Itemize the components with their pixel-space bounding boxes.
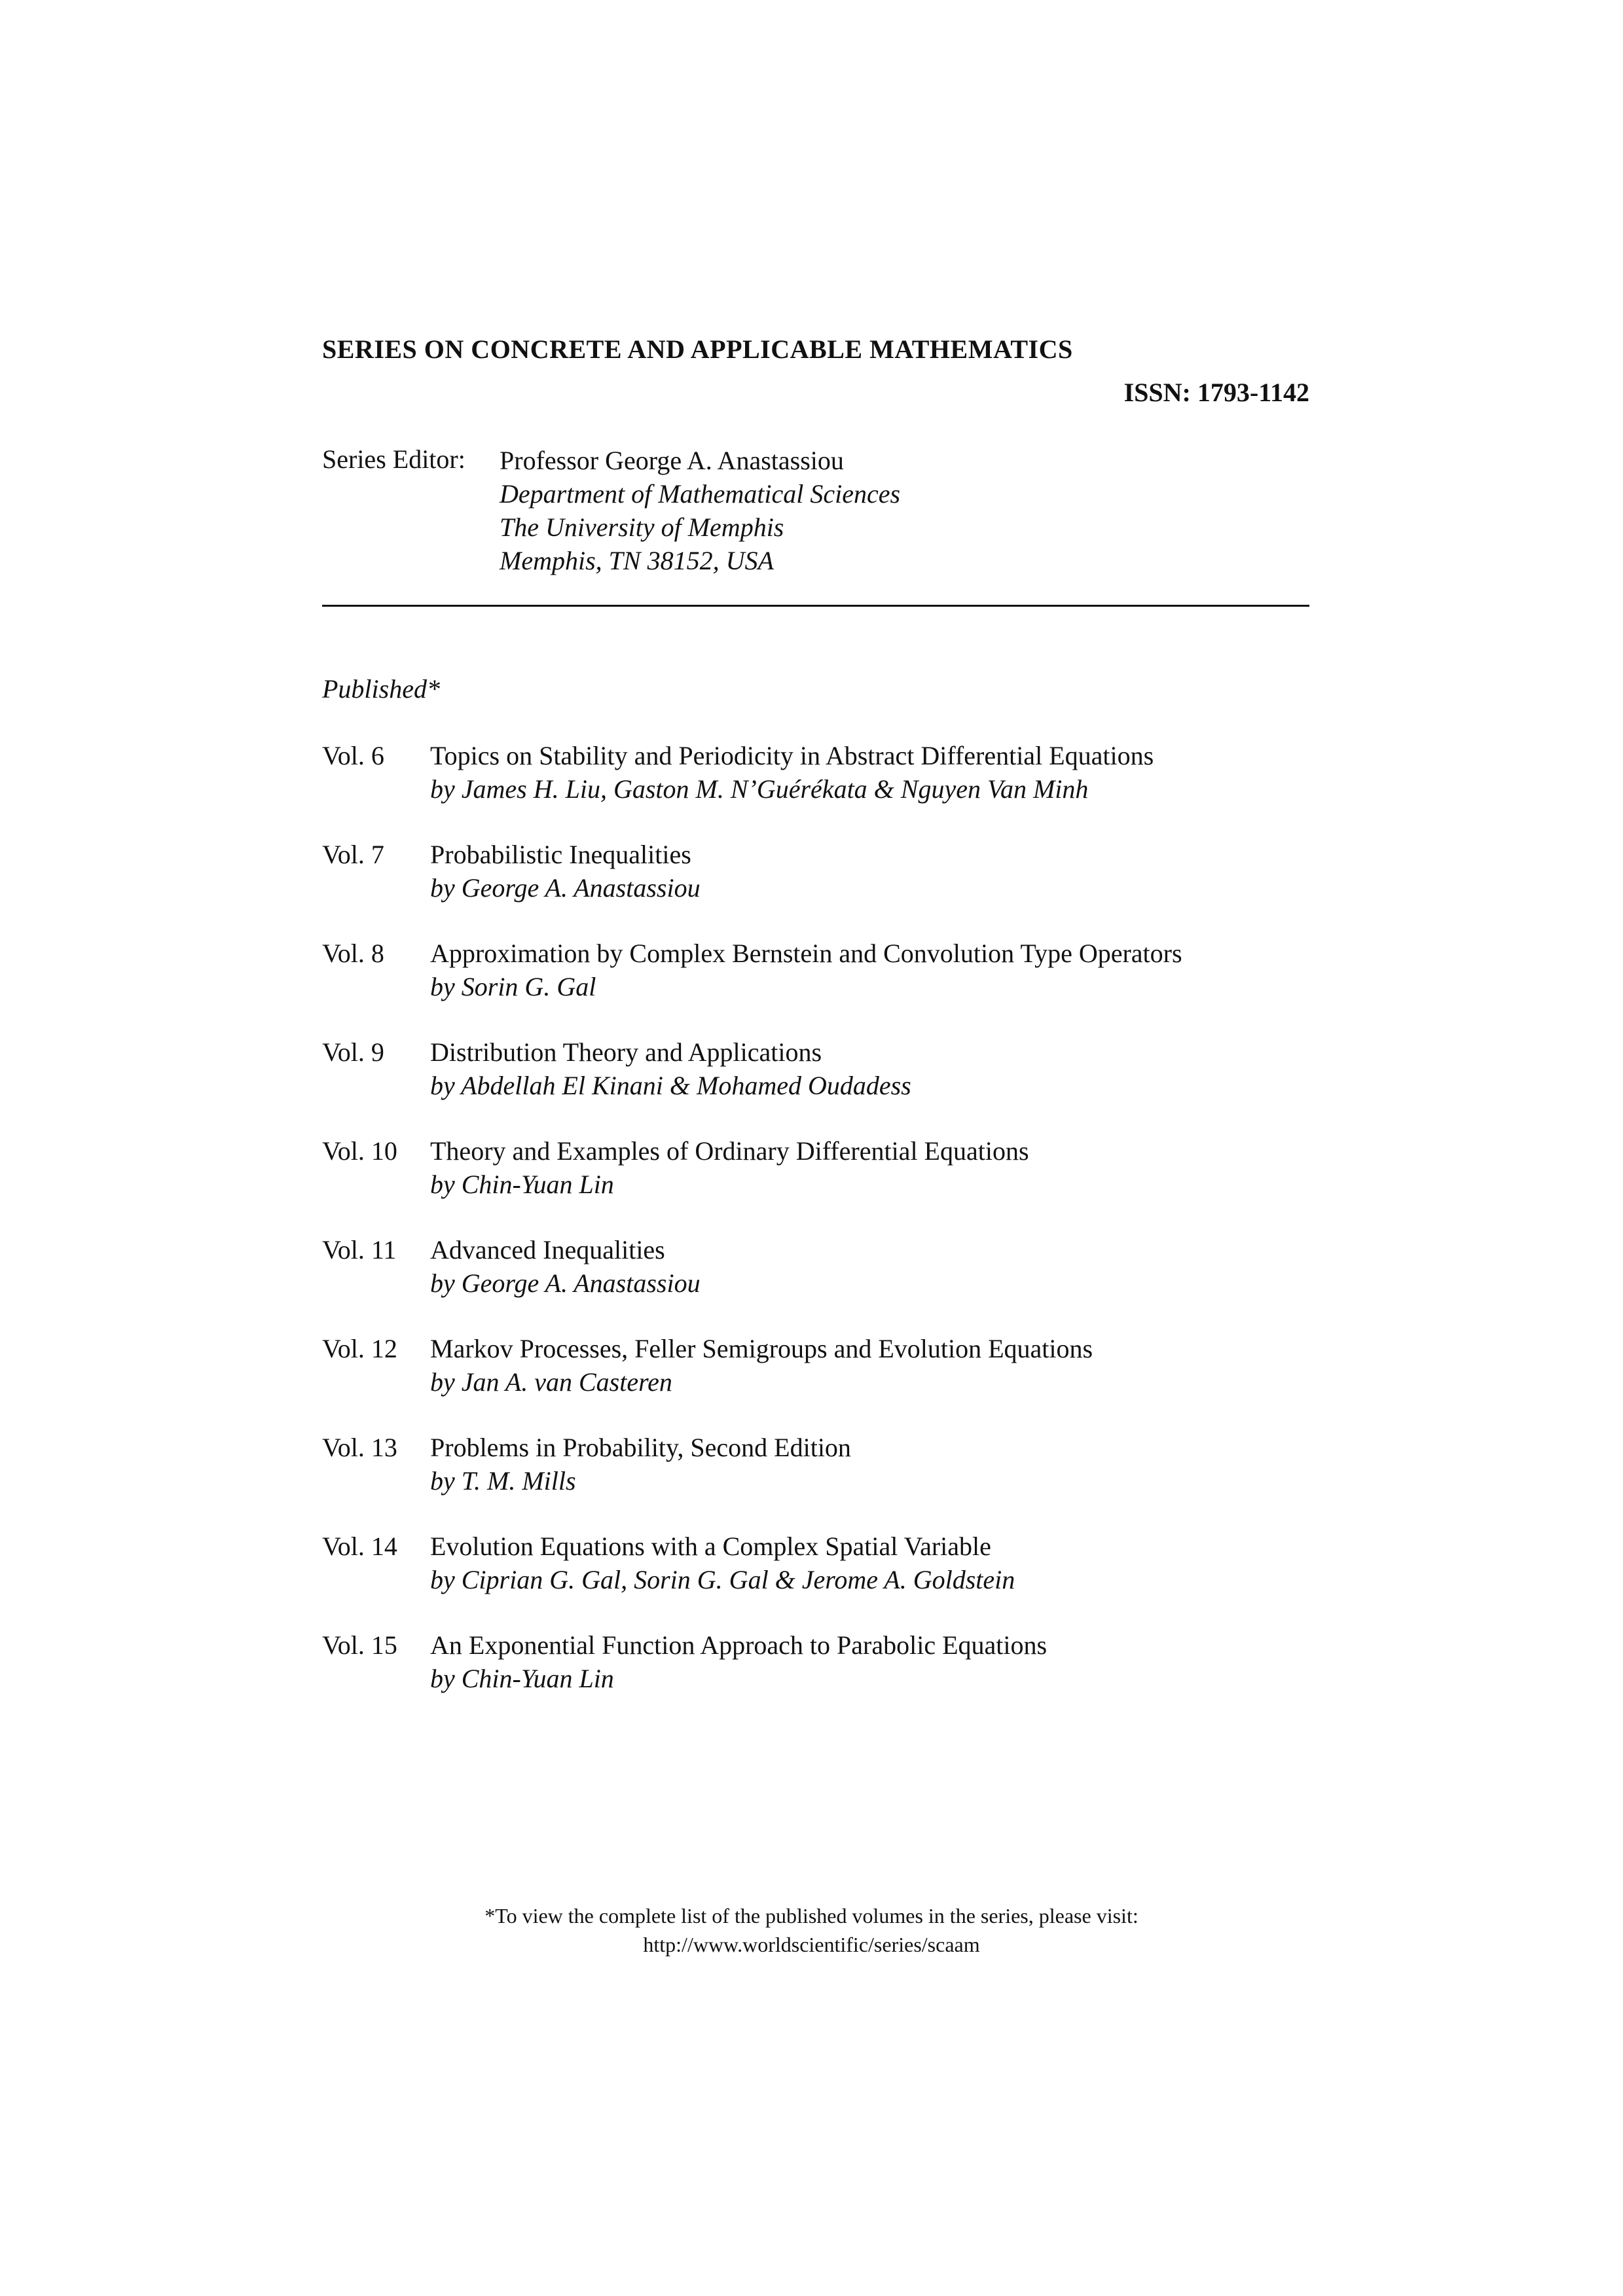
volume-title: Markov Processes, Feller Semigroups and Evolution Equations <box>430 1334 1093 1363</box>
volume-author: by Chin-Yuan Lin <box>430 1664 614 1693</box>
volume-entry <box>322 838 1370 937</box>
volume-number: Vol. 7 <box>322 840 384 869</box>
volume-entry <box>322 1035 1370 1134</box>
volume-title: Probabilistic Inequalities <box>430 840 691 869</box>
volume-author: by Jan A. van Casteren <box>430 1367 672 1397</box>
volume-entry <box>322 1628 1370 1727</box>
published-heading: Published* <box>322 674 440 704</box>
issn-number: ISSN: 1793-1142 <box>1123 378 1309 407</box>
volume-author: by Ciprian G. Gal, Sorin G. Gal & Jerome A. Goldstein <box>430 1565 1015 1594</box>
volume-title: Distribution Theory and Applications <box>430 1037 822 1067</box>
volume-author: by Chin-Yuan Lin <box>430 1170 614 1199</box>
volume-number: Vol. 13 <box>322 1433 397 1462</box>
volume-author: by Sorin G. Gal <box>430 972 596 1001</box>
volume-entry <box>322 1134 1370 1233</box>
volume-number: Vol. 10 <box>322 1136 397 1166</box>
volume-entry <box>322 937 1370 1035</box>
volume-number: Vol. 12 <box>322 1334 397 1363</box>
footnote-link[interactable]: http://www.worldscientific/series/scaam <box>643 1933 980 1956</box>
volume-title: Advanced Inequalities <box>430 1235 665 1265</box>
volume-author: by George A. Anastassiou <box>430 873 701 903</box>
volume-number: Vol. 6 <box>322 741 384 770</box>
volume-entry <box>322 1431 1370 1530</box>
volume-number: Vol. 8 <box>322 939 384 968</box>
volume-entry <box>322 739 1370 838</box>
volume-title: Problems in Probability, Second Edition <box>430 1433 851 1462</box>
volume-author: by Abdellah El Kinani & Mohamed Oudadess <box>430 1071 911 1100</box>
volume-title: Approximation by Complex Bernstein and Convolution Type Operators <box>430 939 1182 968</box>
volume-list <box>322 739 1370 1727</box>
volume-author: by George A. Anastassiou <box>430 1268 701 1298</box>
volume-entry <box>322 1233 1370 1332</box>
series-title: SERIES ON CONCRETE AND APPLICABLE MATHEMATICS <box>322 334 1073 364</box>
editor-location: Memphis, TN 38152, USA <box>500 546 774 575</box>
volume-author: by T. M. Mills <box>430 1466 576 1496</box>
footnote-text: *To view the complete list of the published volumes in the series, please visit: <box>484 1904 1139 1928</box>
volume-author: by James H. Liu, Gaston M. N’Guérékata & Nguyen Van Minh <box>430 774 1089 804</box>
volume-number: Vol. 11 <box>322 1235 397 1265</box>
volume-title: Theory and Examples of Ordinary Differential Equations <box>430 1136 1029 1166</box>
series-editor-label: Series Editor: <box>322 444 465 474</box>
series-editor-block <box>500 444 900 577</box>
volume-entry <box>322 1530 1370 1628</box>
footnote <box>0 1901 1623 1959</box>
volume-title: Evolution Equations with a Complex Spatial Variable <box>430 1532 991 1561</box>
volume-title: Topics on Stability and Periodicity in Abstract Differential Equations <box>430 741 1154 770</box>
volume-number: Vol. 14 <box>322 1532 397 1561</box>
editor-university: The University of Memphis <box>500 512 784 542</box>
volume-number: Vol. 9 <box>322 1037 384 1067</box>
horizontal-divider <box>322 605 1309 607</box>
volume-entry <box>322 1332 1370 1431</box>
editor-department: Department of Mathematical Sciences <box>500 479 901 509</box>
editor-name: Professor George A. Anastassiou <box>500 446 844 475</box>
volume-title: An Exponential Function Approach to Parabolic Equations <box>430 1630 1048 1660</box>
volume-number: Vol. 15 <box>322 1630 397 1660</box>
